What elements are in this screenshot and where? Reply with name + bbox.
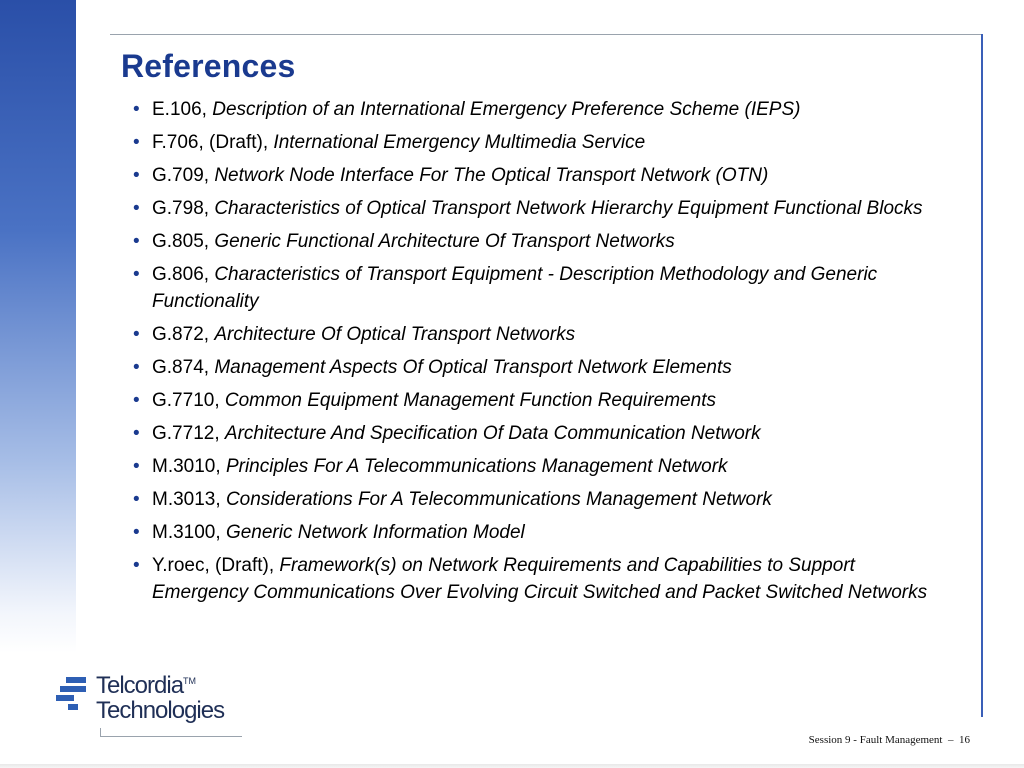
reference-list bbox=[130, 96, 950, 612]
footer-session: Session 9 - Fault Management bbox=[808, 734, 943, 746]
bottom-divider bbox=[0, 764, 1024, 768]
reference-title: Characteristics of Transport Equipment - Description Methodology and Generic Functionality bbox=[152, 264, 878, 312]
bullet-icon: • bbox=[133, 99, 140, 120]
reference-item bbox=[130, 228, 950, 255]
reference-item bbox=[130, 552, 950, 606]
left-gradient-band bbox=[0, 0, 76, 768]
reference-code: G.798, bbox=[152, 198, 215, 219]
reference-code: M.3100, bbox=[152, 522, 226, 543]
logo-tick bbox=[100, 728, 101, 736]
reference-item bbox=[130, 453, 950, 480]
reference-item bbox=[130, 387, 950, 414]
reference-item bbox=[130, 195, 950, 222]
reference-code: M.3010, bbox=[152, 456, 226, 477]
telcordia-logo-mark-icon bbox=[56, 675, 92, 711]
bullet-icon: • bbox=[133, 522, 140, 543]
reference-item bbox=[130, 129, 950, 156]
telcordia-logo bbox=[56, 672, 256, 742]
bullet-icon: • bbox=[133, 324, 140, 345]
reference-item bbox=[130, 162, 950, 189]
bullet-icon: • bbox=[133, 165, 140, 186]
reference-code: G.874, bbox=[152, 357, 215, 378]
top-divider bbox=[110, 34, 982, 35]
slide-title: References bbox=[121, 48, 296, 84]
bullet-icon: • bbox=[133, 357, 140, 378]
bullet-icon: • bbox=[133, 489, 140, 510]
reference-code: G.7712, bbox=[152, 423, 225, 444]
logo-text-line1: Telcordia™ bbox=[96, 672, 197, 699]
reference-item bbox=[130, 261, 950, 315]
footer-separator: – bbox=[948, 734, 954, 746]
right-divider bbox=[981, 34, 983, 717]
reference-title: Common Equipment Management Function Requirements bbox=[224, 390, 716, 411]
reference-title: Framework(s) on Network Requirements and Capabilities to Support Emergency Communications Over Evolving Circuit Switched and Packet Switched Networks bbox=[152, 555, 928, 603]
reference-code: G.872, bbox=[152, 324, 215, 345]
bullet-icon: • bbox=[133, 555, 140, 576]
reference-code: E.106, bbox=[152, 99, 213, 120]
bullet-icon: • bbox=[133, 264, 140, 285]
reference-item bbox=[130, 420, 950, 447]
reference-title: Management Aspects Of Optical Transport Network Elements bbox=[214, 357, 732, 378]
footer-page-number: 16 bbox=[959, 734, 970, 746]
bullet-icon: • bbox=[133, 132, 140, 153]
reference-item bbox=[130, 321, 950, 348]
reference-title: Architecture And Specification Of Data Communication Network bbox=[224, 423, 761, 444]
reference-code: G.805, bbox=[152, 231, 215, 252]
reference-code: G.7710, bbox=[152, 390, 225, 411]
reference-title: International Emergency Multimedia Service bbox=[273, 132, 646, 153]
reference-title: Generic Network Information Model bbox=[225, 522, 525, 543]
reference-code: F.706, (Draft), bbox=[152, 132, 274, 153]
bullet-icon: • bbox=[133, 456, 140, 477]
reference-title: Architecture Of Optical Transport Networks bbox=[214, 324, 576, 345]
reference-item bbox=[130, 354, 950, 381]
reference-item bbox=[130, 519, 950, 546]
logo-trademark: TM bbox=[183, 676, 197, 686]
reference-title: Characteristics of Optical Transport Network Hierarchy Equipment Functional Blocks bbox=[214, 198, 923, 219]
bullet-icon: • bbox=[133, 390, 140, 411]
reference-code: G.806, bbox=[152, 264, 215, 285]
bullet-icon: • bbox=[133, 423, 140, 444]
bullet-icon: • bbox=[133, 231, 140, 252]
bullet-icon: • bbox=[133, 198, 140, 219]
logo-underline bbox=[100, 736, 242, 737]
reference-title: Generic Functional Architecture Of Transport Networks bbox=[214, 231, 675, 252]
reference-title: Principles For A Telecommunications Management Network bbox=[225, 456, 728, 477]
logo-text-line2: Technologies bbox=[96, 697, 225, 724]
reference-item bbox=[130, 486, 950, 513]
reference-title: Considerations For A Telecommunications Management Network bbox=[225, 489, 772, 510]
reference-code: M.3013, bbox=[152, 489, 226, 510]
reference-item bbox=[130, 96, 950, 123]
reference-code: G.709, bbox=[152, 165, 215, 186]
reference-title: Network Node Interface For The Optical Transport Network (OTN) bbox=[214, 165, 769, 186]
reference-title: Description of an International Emergency Preference Scheme (IEPS) bbox=[212, 99, 801, 120]
reference-code: Y.roec, (Draft), bbox=[152, 555, 280, 576]
slide-footer bbox=[809, 734, 970, 746]
